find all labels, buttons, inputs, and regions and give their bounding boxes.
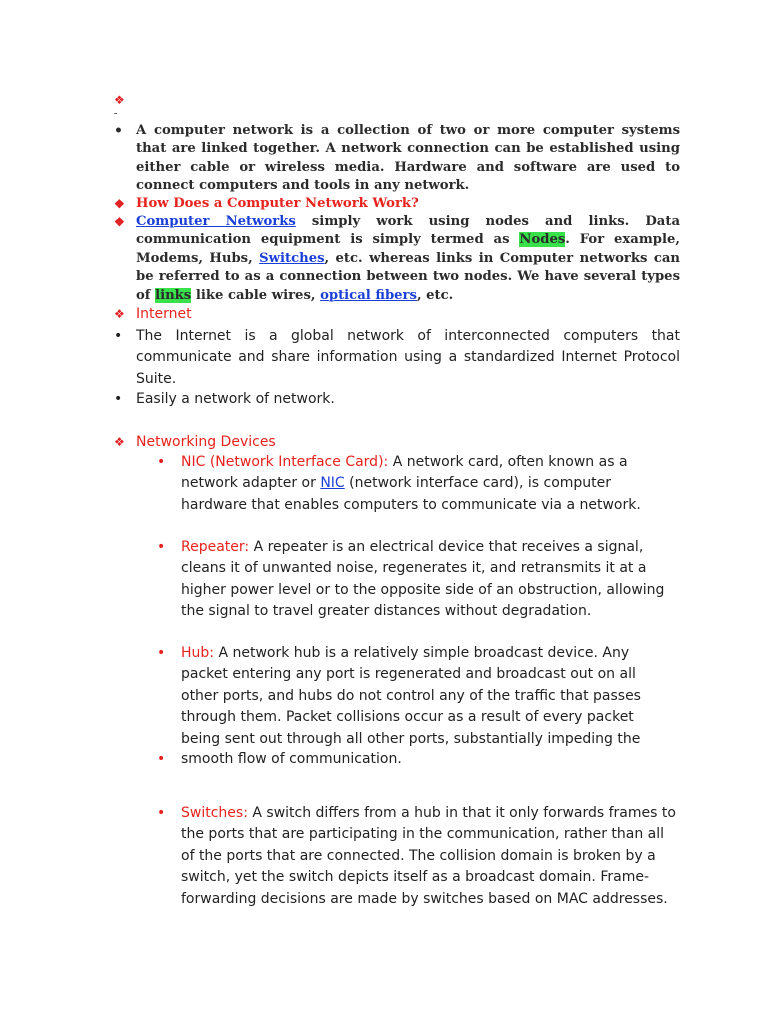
diamond-bullet-icon: ❖ [114,215,125,229]
how-text-4: like cable wires, [191,287,321,303]
how-text-3: , etc. whereas links in Computer networks can be referred to as a connection between two nodes. We have several types of [136,250,680,303]
switches-term: Switches: [181,805,248,821]
nodes-highlight: Nodes [519,232,566,248]
red-bullet-icon: • [157,751,166,767]
internet-bullet-2 [114,389,680,410]
red-bullet-icon: • [157,805,166,821]
switches-link[interactable]: Switches [259,250,325,266]
device-hub [157,643,677,750]
switches-text: A switch differs from a hub in that it only forwards frames to the ports that are participating in the communication, rather than all of the ports that are connected. The collision domain is broken by a switch, yet the switch depicts itself as a broadcast domain. Frame-forwarding decisions are made by switches based on MAC addresses. [181,805,676,907]
nic-link[interactable]: NIC [320,475,345,492]
hub-continued: smooth flow of communication. [181,751,402,767]
internet-bullet-1 [114,326,680,390]
device-switches [157,803,677,910]
diamond-bullet-icon: ❖ [114,435,125,449]
devices-heading-item [114,432,680,453]
nic-description [181,452,677,516]
internet-heading: Internet [136,306,192,322]
bullet-icon: • [114,328,123,344]
internet-note: Easily a network of network. [136,391,335,407]
repeater-text: A repeater is an electrical device that receives a signal, cleans it of unwanted noise, regenerates it, and retransmits it at a higher power level or to the opposite side of an obstruction, allowing the signal to travel greater distances without degradation. [181,539,665,620]
internet-heading-item [114,304,680,325]
device-nic [157,452,677,516]
bullet-icon: - [114,111,118,117]
device-repeater [157,537,677,623]
hub-text: A network hub is a relatively simple broadcast device. Any packet entering any port is regenerated and broadcast out on all other ports, and hubs do not control any of the traffic that passes through them. Packet collisions occur as a result of every packet being sent out through all other ports, substantially impeding the [181,645,641,747]
how-heading-item [114,195,680,213]
intro-item [114,122,680,196]
how-text-2: . For example, Modems, Hubs, [136,232,680,266]
nic-text-1: A network card, often known as a network adapter or [181,454,628,492]
red-bullet-icon: • [157,454,166,470]
optical-fibers-link[interactable]: optical fibers [320,287,417,303]
how-paragraph [136,213,680,305]
hub-term: Hub: [181,645,215,661]
intro-definition: A computer network is a collection of two or more computer systems that are linked together. A network connection can be established using either cable or wireless media. Hardware and software are used to connect computers and tools in any network. [136,123,680,194]
internet-definition: The Internet is a global network of interconnected computers that communicate and share information using a standardized Internet Protocol Suite. [136,328,680,387]
repeater-term: Repeater: [181,539,250,555]
device-hub-continued [157,749,677,770]
how-text-1: simply work using nodes and links. Data communication equipment is simply termed as [136,214,680,248]
how-text-5: , etc. [416,287,454,303]
computer-networks-link[interactable]: Computer Networks [136,214,296,229]
bullet-icon: • [114,391,123,407]
nic-text-2: (network interface card), is computer hardware that enables computers to communicate via a network. [181,475,641,513]
switches-description [181,803,677,910]
nic-term: NIC (Network Interface Card): [181,454,389,470]
how-paragraph-item [114,213,680,305]
diamond-bullet-icon: ❖ [114,93,125,107]
links-highlight: links [155,287,192,303]
how-heading: How Does a Computer Network Work? [136,196,419,211]
hub-description [181,643,677,750]
devices-heading: Networking Devices [136,434,276,450]
diamond-bullet-icon: ❖ [114,197,125,211]
stray-bullet [114,111,680,117]
repeater-description [181,537,677,623]
red-bullet-icon: • [157,645,166,661]
diamond-bullet-icon: ❖ [114,307,125,321]
bullet-icon: • [114,123,123,139]
red-bullet-icon: • [157,539,166,555]
